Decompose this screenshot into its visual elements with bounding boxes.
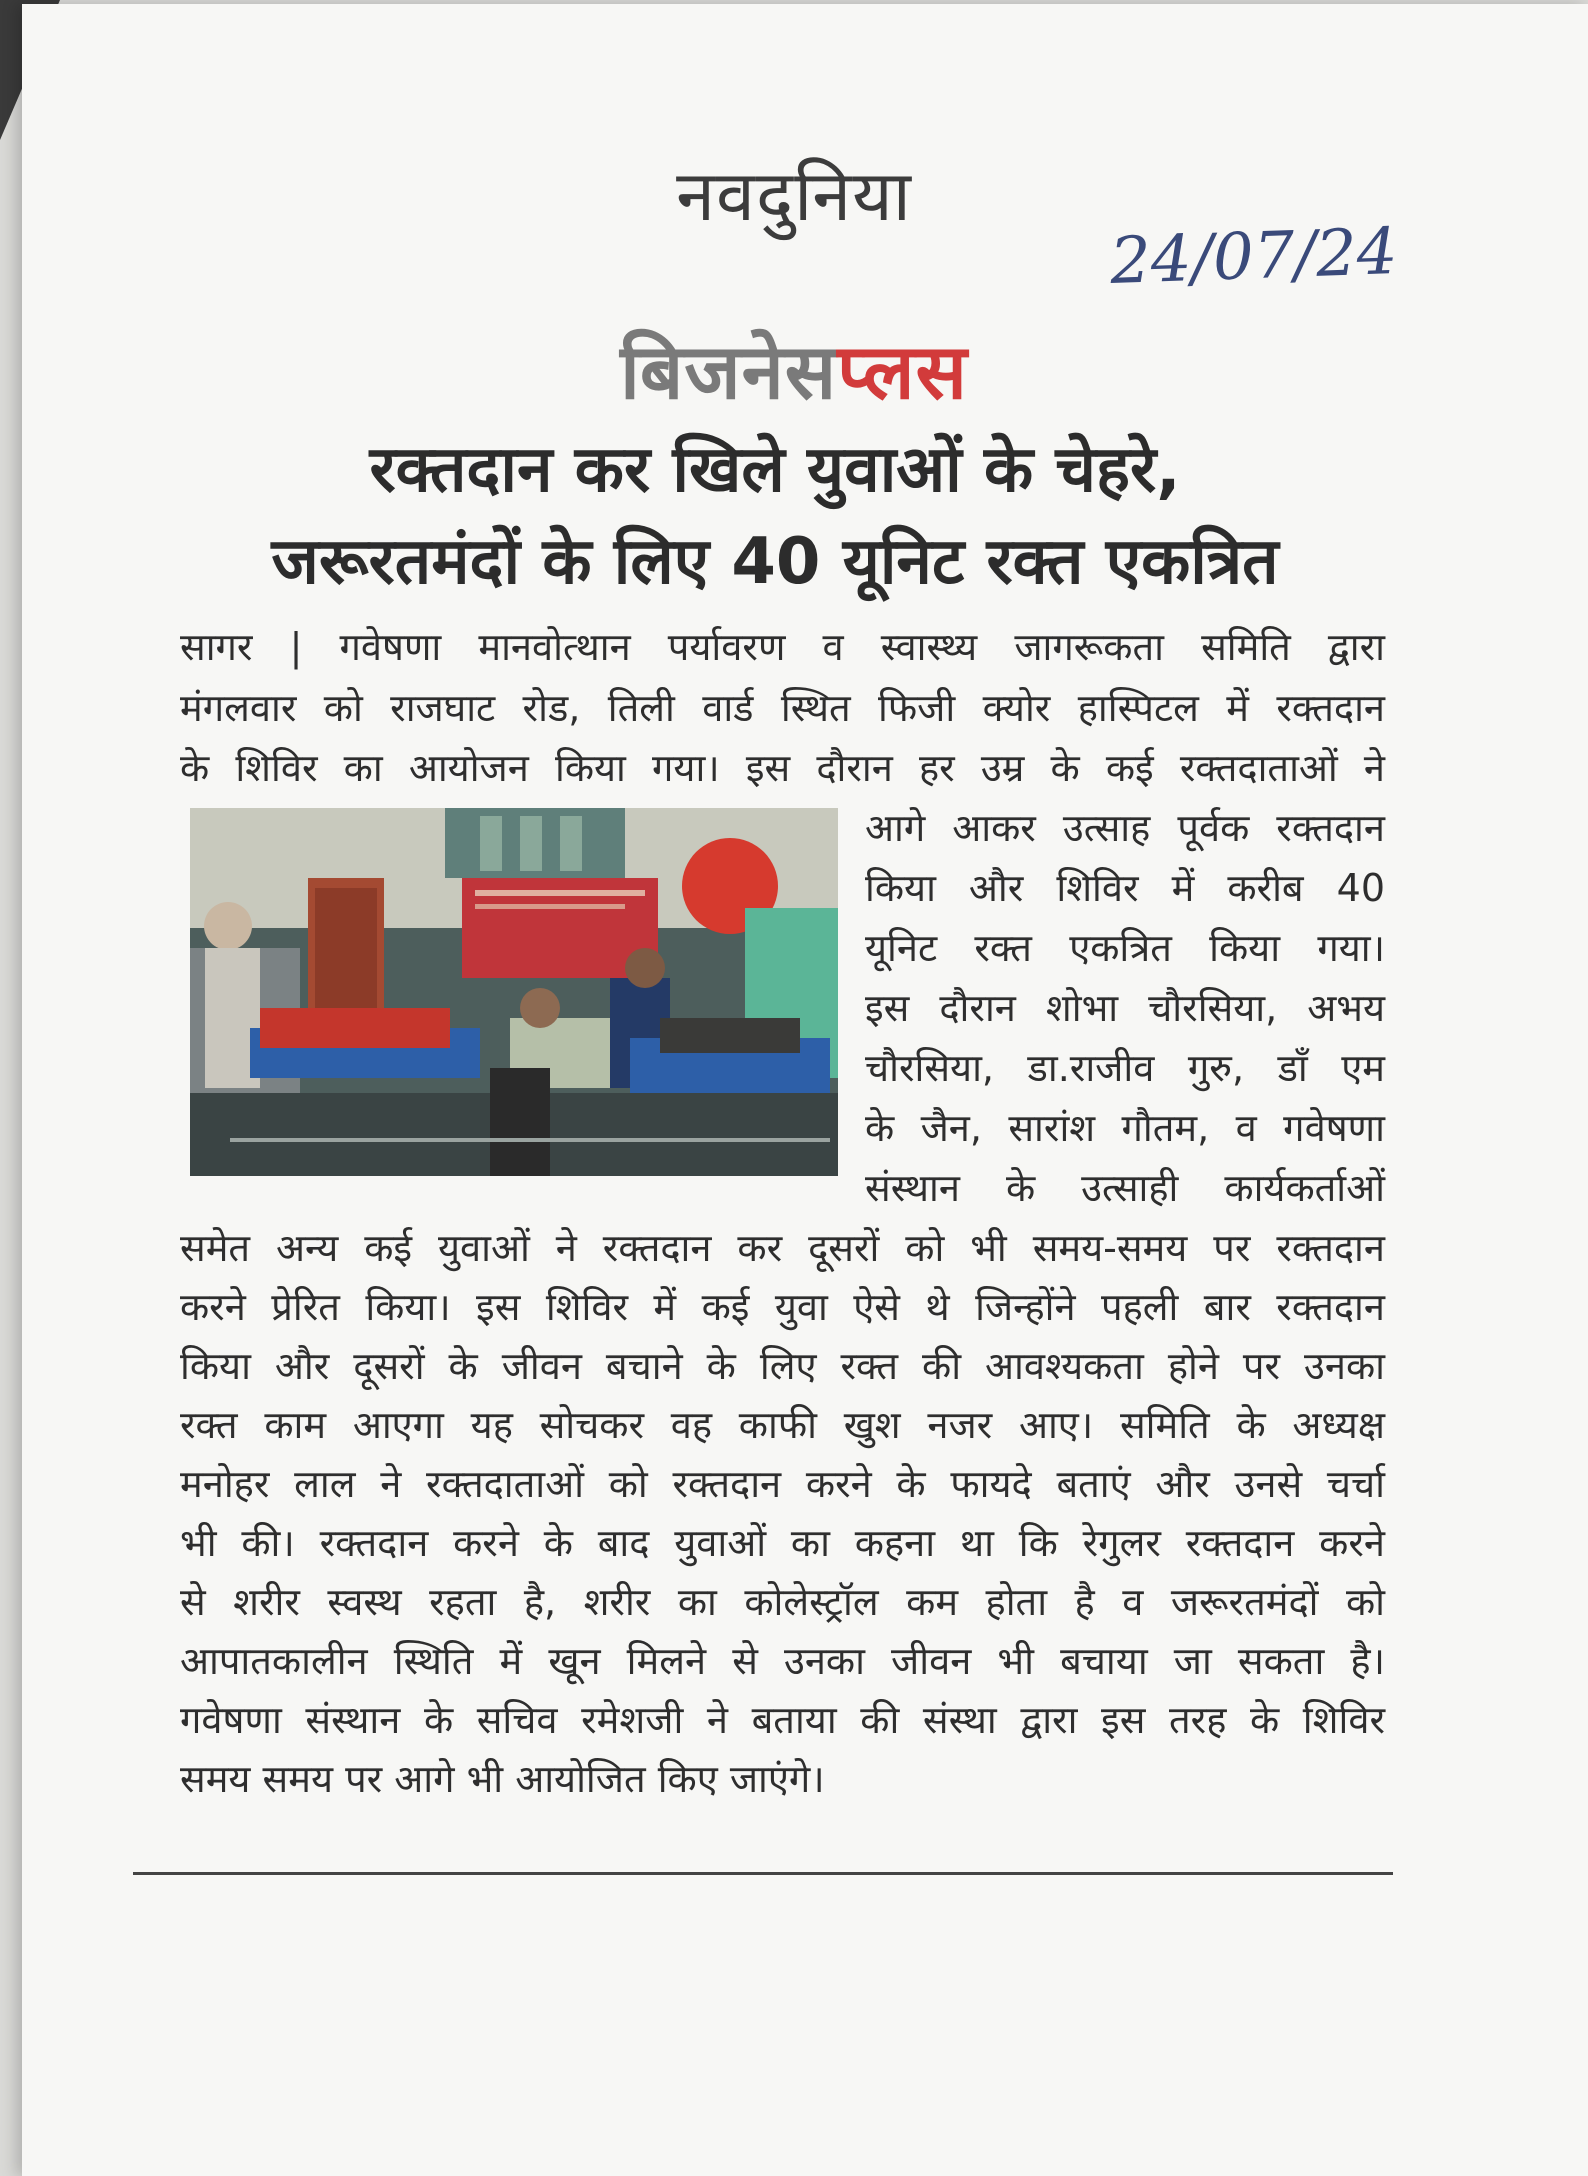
intro-line: सागर | गवेषणा मानवोत्थान पर्यावरण व स्वास्थ्य जागरूकता समिति द्वारा: [180, 625, 1385, 669]
column-line: आगे आकर उत्साह पूर्वक रक्तदान: [865, 806, 1385, 850]
body-line: आपातकालीन स्थिति में खून मिलने से उनका जीवन भी बचाया जा सकता है।: [180, 1639, 1385, 1683]
column-line: के जैन, सारांश गौतम, व गवेषणा: [865, 1106, 1385, 1150]
body-line: गवेषणा संस्थान के सचिव रमेशजी ने बताया की संस्था द्वारा इस तरह के शिविर: [180, 1698, 1385, 1742]
photo-illustration: [190, 808, 838, 1176]
column-line: संस्थान के उत्साही कार्यकर्ताओं: [865, 1166, 1385, 1210]
body-line: मनोहर लाल ने रक्तदाताओं को रक्तदान करने के फायदे बताएं और उनसे चर्चा: [180, 1462, 1385, 1506]
body-line: से शरीर स्वस्थ रहता है, शरीर का कोलेस्ट्रॉल कम होता है व जरूरतमंदों को: [180, 1580, 1385, 1624]
column-line: इस दौरान शोभा चौरसिया, अभय: [865, 986, 1385, 1030]
column-line: चौरसिया, डा.राजीव गुरु, डॉं एम: [865, 1046, 1385, 1090]
intro-line: मंगलवार को राजघाट रोड, तिली वार्ड स्थित फिजी क्योर हास्पिटल में रक्तदान: [180, 686, 1385, 730]
handwritten-date: 24/07/24: [1108, 215, 1399, 299]
body-line: समेत अन्य कई युवाओं ने रक्तदान कर दूसरों को भी समय-समय पर रक्तदान: [180, 1226, 1385, 1270]
body-line: किया और दूसरों के जीवन बचाने के लिए रक्त की आवश्यकता होने पर उनका: [180, 1344, 1385, 1388]
masthead: नवदुनिया: [676, 155, 912, 237]
section-tag-business: बिजनेस: [620, 327, 838, 416]
section-tag: [0, 318, 1588, 421]
headline-line-1: रक्तदान कर खिले युवाओं के चेहरे,: [369, 433, 1181, 507]
headline-line-2: जरूरतमंदों के लिए 40 यूनिट रक्त एकत्रित: [271, 525, 1279, 599]
bottom-rule: [133, 1872, 1393, 1875]
body-line: रक्त काम आएगा यह सोचकर वह काफी खुश नजर आए। समिति के अध्यक्ष: [180, 1403, 1385, 1447]
column-line: यूनिट रक्त एकत्रित किया गया।: [865, 926, 1385, 970]
column-line: किया और शिविर में करीब 40: [865, 866, 1385, 910]
body-line: करने प्रेरित किया। इस शिविर में कई युवा ऐसे थे जिन्होंने पहली बार रक्तदान: [180, 1285, 1385, 1329]
section-tag-plus: प्लस: [837, 327, 968, 416]
intro-line: के शिविर का आयोजन किया गया। इस दौरान हर उम्र के कई रक्तदाताओं ने: [180, 746, 1385, 790]
news-photo-blood-donation-camp: [190, 808, 838, 1176]
body-line: समय समय पर आगे भी आयोजित किए जाएंगे।: [180, 1757, 825, 1801]
body-line: भी की। रक्तदान करने के बाद युवाओं का कहना था कि रेगुलर रक्तदान करने: [180, 1521, 1385, 1565]
